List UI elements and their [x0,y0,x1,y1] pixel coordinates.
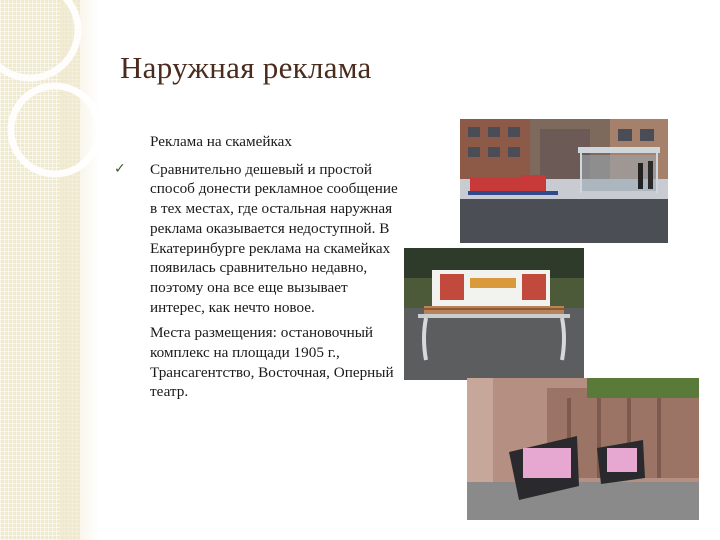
checkmark-icon: ✓ [114,160,126,177]
placement-text: Места размещения: остановочный комплекс на площади 1905 г., Трансагентство, Восточная, Оперный театр. [150,324,394,401]
bullet-text: Сравнительно дешевый и простой способ донести рекламное сообщение в тех местах, где остальная наружная реклама оказывается недоступной. В Екатеринбурге реклама на скамейках появилась сравнительно недавно, поэтому она все еще вызывает интерес, как нечто новое. [150,160,398,316]
decorative-circles [0,0,110,200]
body-text-block [114,132,400,402]
photo-street-bus-stop [460,119,668,243]
bullet-paragraph [114,160,400,318]
photo-benches-by-fence [467,378,699,520]
subheading: Реклама на скамейках [150,133,292,150]
photo-advertising-bench [404,248,584,380]
slide-title: Наружная реклама [120,50,372,85]
